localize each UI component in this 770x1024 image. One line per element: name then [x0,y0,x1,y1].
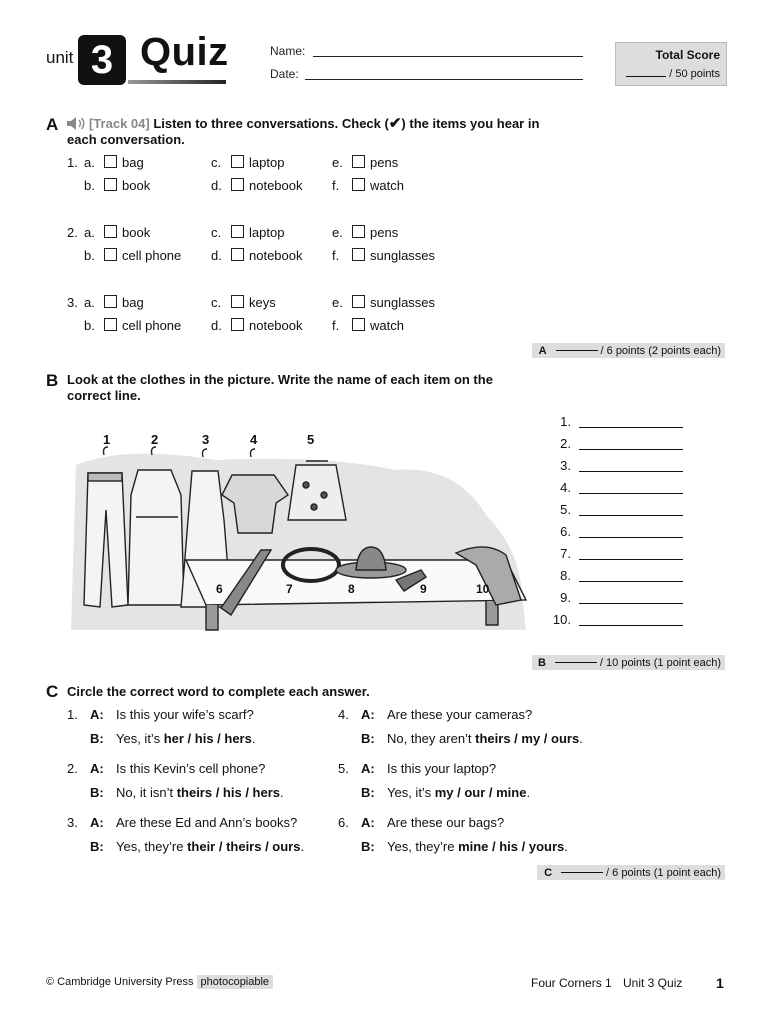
option-item[interactable] [352,318,404,333]
option-item[interactable] [231,318,303,333]
picture-label-table: 6 [216,582,223,596]
option-item[interactable] [104,225,150,240]
answer-blank[interactable] [579,427,683,428]
option-label: pens [370,155,399,170]
question-text: Is this your wife’s scarf? [116,707,254,722]
option-label: book [122,178,151,193]
option-label: notebook [249,248,303,263]
answer-number: 2. [560,436,571,451]
answer-blank[interactable] [579,449,683,450]
speaker-b-label: B: [90,785,104,800]
option-label: laptop [249,225,285,240]
option-item[interactable] [231,155,284,170]
speaker-a-label: A: [361,815,375,830]
answer-line-row [547,590,683,605]
answer-line-row [547,436,683,451]
option-label: notebook [249,318,303,333]
answer-text [387,731,583,746]
question-number: 3. [67,295,78,310]
answer-line-row [547,414,683,429]
checkbox[interactable] [352,295,365,308]
audio-speaker-icon [66,116,86,131]
checkbox[interactable] [104,295,117,308]
copyright-text: © Cambridge University Press [46,976,194,988]
answer-number: 9. [560,590,571,605]
instruction-a-part1: Listen to three conversations. Check ( [153,116,389,131]
footer-copyright [46,976,273,988]
points-blank[interactable] [556,350,598,351]
picture-label-top: 2 [151,432,159,447]
answer-blank[interactable] [579,471,683,472]
question-number: 6. [338,815,349,830]
question-number: 1. [67,155,78,170]
section-c-letter: C [46,682,59,701]
track-label: [Track 04] [89,116,150,131]
picture-label-table: 7 [286,582,293,596]
option-label: pens [370,225,399,240]
answer-prefix: No, it isn’t [116,785,177,800]
option-letter: c. [211,225,222,240]
total-score-line [626,68,720,80]
points-text: / 6 points (2 points each) [600,344,721,357]
unit-number-badge: 3 [78,35,126,85]
checkbox[interactable] [352,318,365,331]
points-letter: A [538,344,547,357]
option-letter: b. [84,178,95,193]
question-number: 2. [67,761,78,776]
section-a-letter: A [46,115,59,134]
points-letter: B [537,656,546,669]
picture-label-top: 5 [307,432,315,447]
option-item[interactable] [352,155,398,170]
option-label: cell phone [122,248,182,263]
option-letter: d. [211,248,222,263]
section-a-instruction [89,116,569,132]
option-letter: f. [332,178,340,193]
question-number: 4. [338,707,349,722]
option-label: bag [122,155,144,170]
option-letter: b. [84,318,95,333]
checkbox[interactable] [231,225,244,238]
total-score-blank[interactable] [626,76,666,77]
points-letter: C [544,866,553,879]
speaker-b-label: B: [361,731,375,746]
option-item[interactable] [231,295,276,310]
instruction-a-part2: ) the items you hear in [401,116,540,131]
option-label: sunglasses [370,295,436,310]
answer-options[interactable]: mine / his / yours [458,839,565,854]
option-label: cell phone [122,318,182,333]
speaker-b-label: B: [90,839,104,854]
answer-prefix: Yes, it’s [116,731,164,746]
picture-label-table: 10 [476,582,490,596]
answer-blank[interactable] [579,581,683,582]
answer-text [116,839,304,854]
footer-quiz: Unit 3 Quiz [623,976,683,990]
option-letter: a. [84,295,95,310]
option-label: sunglasses [370,248,436,263]
answer-line-row [547,458,683,473]
option-letter: d. [211,178,222,193]
answer-number: 3. [560,458,571,473]
speaker-a-label: A: [90,707,104,722]
answer-line-row [547,480,683,495]
picture-label-top: 4 [250,432,258,447]
option-label: bag [122,295,144,310]
answer-suffix: . [300,839,305,854]
option-item[interactable] [352,295,435,310]
speaker-a-label: A: [361,761,375,776]
answer-text [387,839,568,854]
checkbox[interactable] [352,248,365,261]
section-b-instruction: Look at the clothes in the picture. Write the name of each item on the [67,372,493,387]
clothes-picture [66,425,536,640]
answer-options[interactable]: my / our / mine [434,785,527,800]
answer-blank[interactable] [579,559,683,560]
answer-options[interactable]: theirs / his / hers [176,785,281,800]
points-blank[interactable] [555,662,597,663]
question-number: 5. [338,761,349,776]
answer-number: 8. [560,568,571,583]
picture-label-table: 8 [348,582,355,596]
answer-number: 7. [560,546,571,561]
answer-blank[interactable] [579,625,683,626]
option-item[interactable] [231,248,303,263]
checkbox[interactable] [104,178,117,191]
option-item[interactable] [104,295,144,310]
checkbox[interactable] [231,318,244,331]
option-letter: d. [211,318,222,333]
footer-book: Four Corners 1 [531,976,612,990]
option-letter: f. [332,248,340,263]
total-score-box [615,42,727,86]
answer-text [116,731,255,746]
date-field[interactable] [305,79,583,80]
option-letter: f. [332,318,340,333]
answer-suffix: . [251,731,256,746]
points-text: / 6 points (1 point each) [606,866,721,879]
option-label: notebook [249,178,303,193]
checkbox[interactable] [352,178,365,191]
answer-line-row [547,524,683,539]
answer-prefix: Yes, they’re [387,839,459,854]
picture-label-top: 3 [202,432,210,447]
answer-number: 6. [560,524,571,539]
section-b-points [532,655,725,670]
answer-blank[interactable] [579,493,683,494]
speaker-b-label: B: [361,839,375,854]
checkbox[interactable] [104,225,117,238]
option-label: laptop [249,155,285,170]
section-b-instruction-line2: correct line. [67,388,141,403]
option-item[interactable] [352,225,398,240]
page-title: Quiz [140,30,229,74]
picture-label-top: 1 [103,432,111,447]
answer-suffix: . [526,785,531,800]
total-score-label: Total Score [655,48,720,62]
question-text: Are these your cameras? [387,707,533,722]
name-label: Name: [270,44,306,58]
answer-number: 10. [552,612,571,627]
checkmark-icon: ✔ [388,115,402,132]
photocopiable-badge: photocopiable [197,975,274,989]
checkbox[interactable] [104,155,117,168]
option-item[interactable] [104,178,150,193]
picture-label-table: 9 [420,582,427,596]
name-field[interactable] [313,56,583,57]
option-item[interactable] [104,155,144,170]
option-item[interactable] [231,225,284,240]
option-letter: e. [332,295,343,310]
question-text: Is this your laptop? [387,761,497,776]
question-text: Are these Ed and Ann’s books? [116,815,298,830]
question-number: 1. [67,707,78,722]
question-text: Are these our bags? [387,815,505,830]
answer-line-row [547,502,683,517]
answer-number: 4. [560,480,571,495]
option-label: book [122,225,151,240]
answer-line-row [547,612,683,627]
answer-blank[interactable] [579,515,683,516]
answer-options[interactable]: their / theirs / ours [187,839,301,854]
question-text: Is this Kevin’s cell phone? [116,761,266,776]
answer-line-row [547,568,683,583]
answer-number: 1. [560,414,571,429]
speaker-a-label: A: [90,815,104,830]
option-letter: c. [211,295,222,310]
section-b-letter: B [46,371,59,390]
speaker-b-label: B: [90,731,104,746]
answer-suffix: . [579,731,583,746]
title-underline [128,80,226,84]
answer-options[interactable]: theirs / my / ours [475,731,580,746]
option-item[interactable] [231,178,303,193]
checkbox[interactable] [352,225,365,238]
option-item[interactable] [352,248,435,263]
speaker-b-label: B: [361,785,375,800]
option-item[interactable] [104,248,181,263]
unit-label: unit [46,48,74,67]
answer-suffix: . [564,839,568,854]
section-c-instruction: Circle the correct word to complete each answer. [67,684,370,699]
option-letter: b. [84,248,95,263]
answer-blank[interactable] [579,537,683,538]
total-score-points: / 50 points [669,68,720,80]
option-label: watch [370,178,404,193]
speaker-a-label: A: [361,707,375,722]
option-label: watch [370,318,404,333]
answer-number: 5. [560,502,571,517]
speaker-a-label: A: [90,761,104,776]
section-c-points [537,865,725,880]
checkbox[interactable] [231,248,244,261]
option-item[interactable] [104,318,181,333]
section-a-points [532,343,725,358]
section-a-instruction-line2: each conversation. [67,132,185,147]
answer-options[interactable]: her / his / hers [163,731,252,746]
answer-suffix: . [280,785,284,800]
question-number: 2. [67,225,78,240]
question-number: 3. [67,815,78,830]
checkbox[interactable] [104,248,117,261]
date-label: Date: [270,67,299,81]
answer-line-row [547,546,683,561]
option-letter: a. [84,225,95,240]
answer-prefix: No, they aren’t [387,731,476,746]
answer-text [116,785,284,800]
answer-prefix: Yes, it’s [387,785,435,800]
page-number: 1 [716,975,724,991]
option-letter: a. [84,155,95,170]
answer-prefix: Yes, they’re [116,839,188,854]
option-letter: e. [332,225,343,240]
answer-blank[interactable] [579,603,683,604]
option-label: keys [249,295,276,310]
option-item[interactable] [352,178,404,193]
answer-text [387,785,530,800]
checkbox[interactable] [352,155,365,168]
points-blank[interactable] [561,872,603,873]
checkbox[interactable] [231,178,244,191]
checkbox[interactable] [104,318,117,331]
points-text: / 10 points (1 point each) [599,656,721,669]
option-letter: c. [211,155,222,170]
checkbox[interactable] [231,155,244,168]
option-letter: e. [332,155,343,170]
checkbox[interactable] [231,295,244,308]
